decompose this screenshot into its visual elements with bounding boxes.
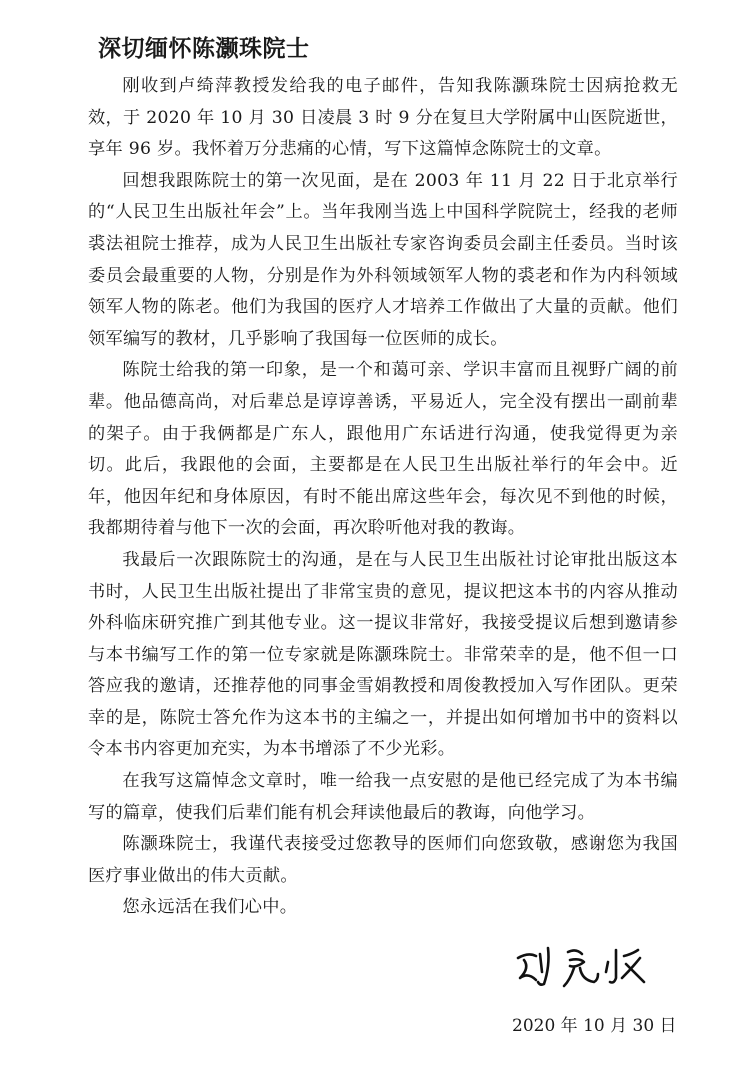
date-line: 2020 年 10 月 30 日 — [512, 1016, 677, 1036]
page-title: 深切缅怀陈灏珠院士 — [98, 36, 310, 62]
paragraph-6: 陈灏珠院士，我谨代表接受过您教导的医师们向您致敬，感谢您为我国医疗事业做出的伟大贡献。 — [88, 834, 678, 886]
paragraph-4: 我最后一次跟陈院士的沟通，是在与人民卫生出版社讨论审批出版这本书时，人民卫生出版社提出了非常宝贵的意见，提议把这本书的内容从推动外科临床研究推广到其他专业。这一提议非常好，我接受提议后想到邀请参与本书编写工作的第一位专家就是陈灏珠院士。非常荣幸的是，他不但一口答应我的邀请，还推荐他的同事金雪娟教授和周俊教授加入写作团队。更荣幸的是，陈院士答允作为这本书的主编之一，并提出如何增加书中的资料以令本书内容更加充实，为本书增添了不少光彩。 — [88, 549, 678, 760]
paragraph-1: 刚收到卢绮萍教授发给我的电子邮件，告知我陈灏珠院士因病抢救无效，于 2020 年 10 月 30 日凌晨 3 时 9 分在复旦大学附属中山医院逝世，享年 96 岁。我怀着万分悲痛的心情，写下这篇悼念陈院士的文章。 — [88, 76, 678, 160]
paragraph-7: 您永远活在我们心中。 — [122, 897, 298, 918]
handwritten-signature — [510, 938, 670, 998]
paragraph-3: 陈院士给我的第一印象，是一个和蔼可亲、学识丰富而且视野广阔的前辈。他品德高尚，对后辈总是谆谆善诱，平易近人，完全没有摆出一副前辈的架子。由于我俩都是广东人，跟他用广东话进行沟通，使我觉得更为亲切。此后，我跟他的会面，主要都是在人民卫生出版社举行的年会中。近年，他因年纪和身体原因，有时不能出席这些年会，每次见不到他的时候，我都期待着与他下一次的会面，再次聆听他对我的教诲。 — [88, 360, 678, 539]
paragraph-2: 回想我跟陈院士的第一次见面，是在 2003 年 11 月 22 日于北京举行的“人民卫生出版社年会”上。当年我刚当选上中国科学院院士，经我的老师裘法祖院士推荐，成为人民卫生出版社专家咨询委员会副主任委员。当时该委员会最重要的人物，分别是作为外科领域领军人物的裘老和作为内科领域领军人物的陈老。他们为我国的医疗人才培养工作做出了大量的贡献。他们领军编写的教材，几乎影响了我国每一位医师的成长。 — [88, 170, 678, 349]
paragraph-5: 在我写这篇悼念文章时，唯一给我一点安慰的是他已经完成了为本书编写的篇章，使我们后辈们能有机会拜读他最后的教诲，向他学习。 — [88, 771, 678, 823]
article-body — [88, 71, 678, 924]
